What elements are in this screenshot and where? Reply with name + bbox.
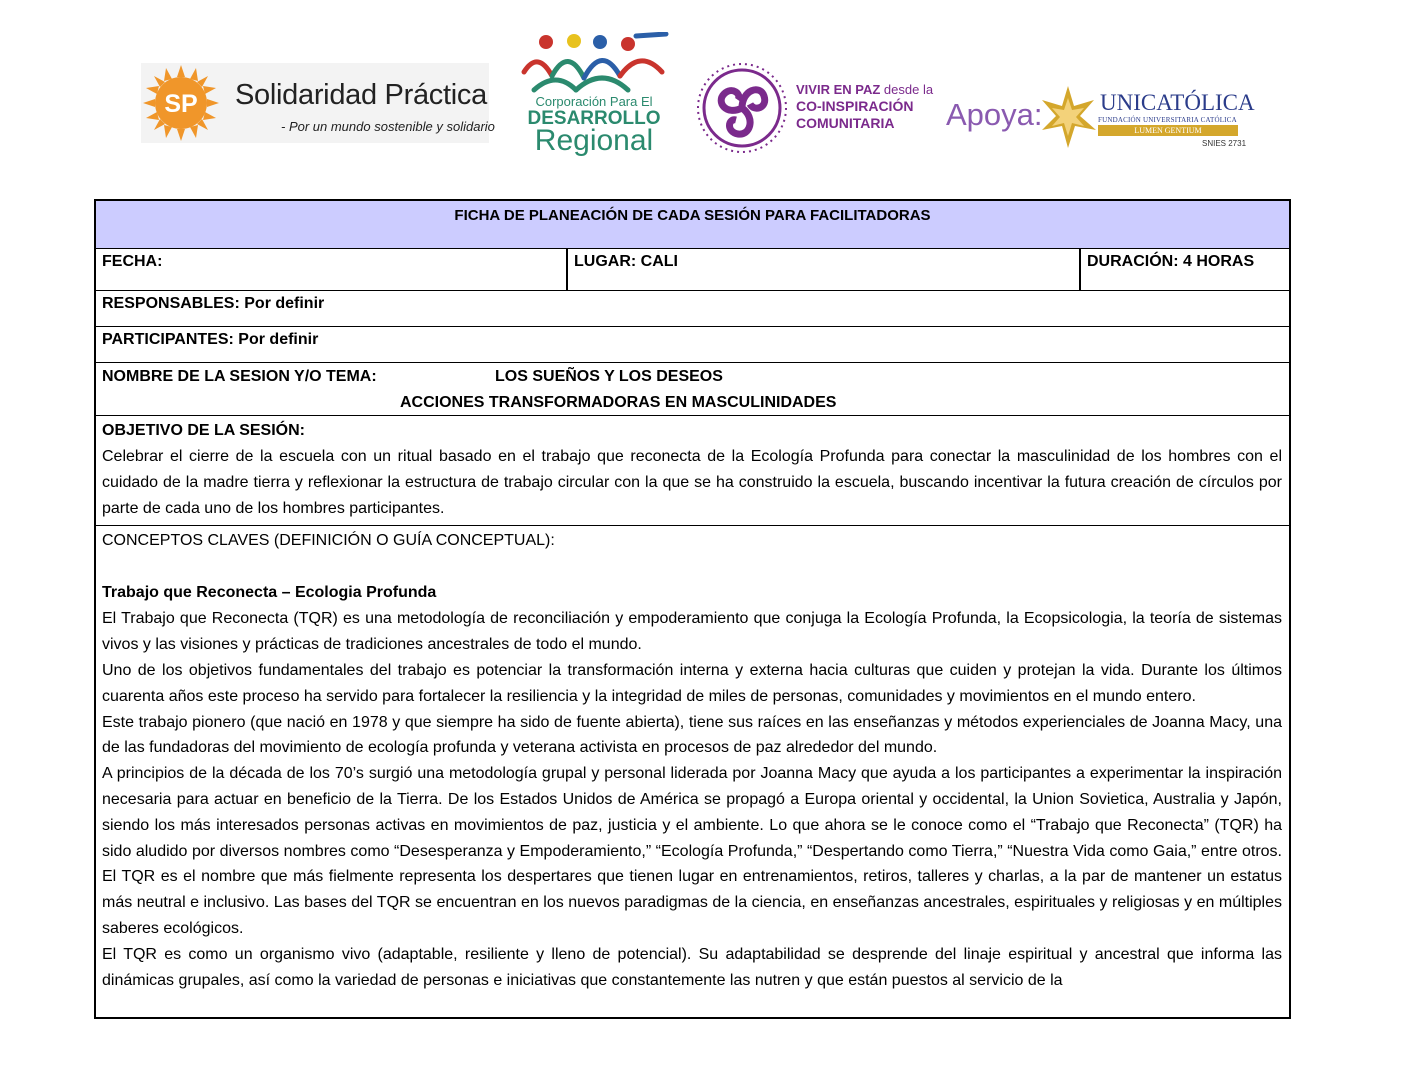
unicatolica-logo <box>1040 86 1255 152</box>
sp-initials: SP <box>164 90 198 118</box>
corporacion-desarrollo-regional-logo <box>516 32 672 158</box>
planning-form <box>94 199 1291 1019</box>
tema-line1: LOS SUEÑOS Y LOS DESEOS <box>495 368 723 385</box>
header-logos <box>0 0 1408 170</box>
blank-line <box>102 554 1282 580</box>
vivir-line1-main: VIVIR EN PAZ <box>796 82 881 97</box>
triskelion-icon <box>694 60 790 156</box>
paragraph-5: El TQR es como un organismo vivo (adaptable, resiliente y lleno de potencial). Su adaptabilidad se desprende del linaje espiritual y ancestral que informa las dinámicas grupales, así como la variedad de personas e iniciativas que constantemente las nutren y que están puestos al servicio de la <box>102 945 1282 989</box>
vivir-line3: COMUNITARIA <box>796 115 895 131</box>
people-figures-icon <box>516 32 672 94</box>
sun-icon <box>143 65 219 141</box>
fecha-lugar-duracion-row <box>96 248 1289 290</box>
conceptos-section <box>96 525 1289 1017</box>
sp-tagline: - Por un mundo sostenible y solidario <box>281 119 495 134</box>
unicatolica-name: UNICATÓLICA <box>1100 90 1255 115</box>
unicatolica-line2: FUNDACIÓN UNIVERSITARIA CATÓLICA <box>1098 116 1237 124</box>
vivir-line1-small: desde la <box>883 82 934 97</box>
sp-name: Solidaridad Práctica <box>235 79 487 111</box>
paragraph-3: Este trabajo pionero (que nació en 1978 y que siempre ha sido de fuente abierta), tiene sus raíces en las enseñanzas y métodos experienciales de Joanna Macy, una de las fundadoras del movimiento de ecología profunda y veterana activista en procesos de paz alrededor del mundo. <box>102 713 1282 757</box>
responsables-field: RESPONSABLES: Por definir <box>96 290 1289 326</box>
duracion-field: DURACIÓN: 4 HORAS <box>1087 253 1255 270</box>
lugar-field: LUGAR: CALI <box>568 249 1081 290</box>
nombre-sesion-row <box>96 362 1289 415</box>
fecha-field: FECHA: <box>96 249 568 290</box>
vivir-line2: CO-INSPIRACIÓN <box>796 98 914 114</box>
conceptos-subtitle: Trabajo que Reconecta – Ecologia Profunda <box>102 584 437 602</box>
solidaridad-practica-logo <box>141 63 495 143</box>
star-icon <box>1040 86 1098 148</box>
cdr-line2: DESARROLLO <box>527 108 661 129</box>
objetivo-label: OBJETIVO DE LA SESIÓN: <box>102 422 305 439</box>
form-title: FICHA DE PLANEACIÓN DE CADA SESIÓN PARA FACILITADORAS <box>96 201 1289 248</box>
tema-line2: ACCIONES TRANSFORMADORAS EN MASCULINIDADES <box>400 394 837 411</box>
participantes-field: PARTICIPANTES: Por definir <box>96 326 1289 362</box>
cdr-line1: Corporación Para El <box>535 94 653 109</box>
vivir-en-paz-logo <box>694 60 944 156</box>
apoya-label: Apoya: <box>946 97 1043 132</box>
unicatolica-code: SNIES 2731 <box>1202 139 1247 148</box>
objetivo-text: Celebrar el cierre de la escuela con un ritual basado en el trabajo que reconecta de la Ecología Profunda para conectar la masculinidad de los hombres con el cuidado de la madre tierra y reflexionar la estructura de trabajo circular con la que se ha construido la escuela, buscando incentivar la futura creación de círculos por parte de cada uno de los hombres participantes. <box>102 448 1282 517</box>
vivir-line1 <box>796 82 933 97</box>
paragraph-2: Uno de los objetivos fundamentales del trabajo es potenciar la transformación interna y externa hacia culturas que cuiden y protejan la vida. Durante los últimos cuarenta años este proceso ha servido para fortalecer la resiliencia y la integridad de miles de personas, comunidades y movimientos en el mundo entero. <box>102 661 1282 705</box>
paragraph-1: El Trabajo que Reconecta (TQR) es una metodología de reconciliación y empoderamiento que conjuga la Ecología Profunda, la Ecopsicologia, la teoría de sistemas vivos y las visiones y prácticas de tradiciones ancestrales de todo el mundo. <box>102 610 1282 654</box>
conceptos-label: CONCEPTOS CLAVES (DEFINICIÓN O GUÍA CONCEPTUAL): <box>102 532 555 550</box>
cdr-line3: Regional <box>534 124 654 157</box>
unicatolica-line3: LUMEN GENTIUM <box>1098 125 1238 136</box>
paragraph-4: A principios de la década de los 70’s surgió una metodología grupal y personal liderada por Joanna Macy que ayuda a los participantes a experimentar la inspiración necesaria para actuar en beneficio de la Tierra. De los Estados Unidos de América se propagó a Europa oriental y occidental, la Union Sovietica, Australia y Japón, siendo los más interesados personas activas en movimientos de paz, justicia y el ambiente. Lo que ahora se le conoce como el “Trabajo que Reconecta” (TQR) ha sido aludido por diversos nombres como “Desesperanza y Empoderamiento,” “Ecología Profunda,” “Despertando como Tierra,” “Nuestra Vida como Gaia,” entre otros. El TQR es el nombre que más fielmente representa los despertares que tienen lugar en entrenamientos, retiros, talleres y charlas, a la par de mantener un estatus más neutral e inclusivo. Las bases del TQR se encuentran en los nuevos paradigmas de la ciencia, en enseñanzas ancestrales, espirituales y religiosas y en múltiples saberes ecológicos. <box>102 765 1282 937</box>
nombre-sesion-label: NOMBRE DE LA SESION Y/O TEMA: <box>102 368 377 385</box>
objetivo-section <box>96 415 1289 525</box>
